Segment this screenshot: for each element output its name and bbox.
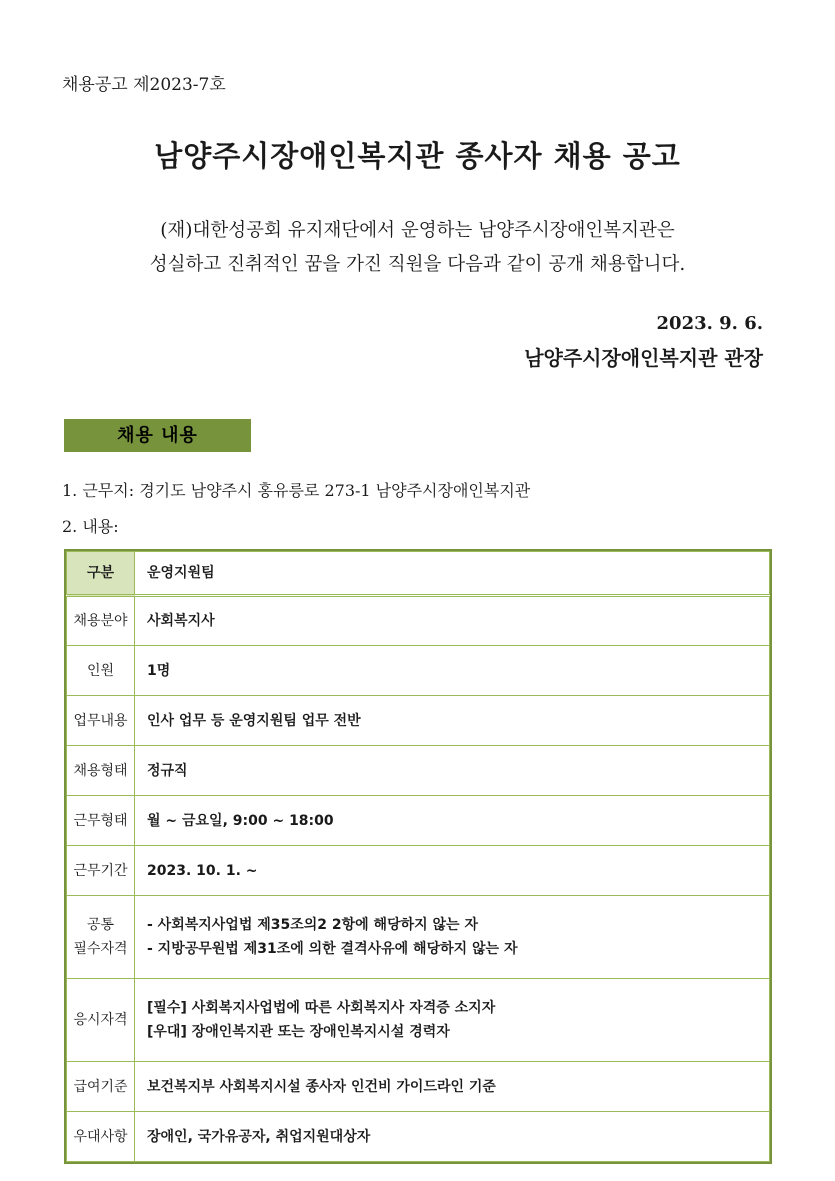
table-value-line: - 지방공무원법 제31조에 의한 결격사유에 해당하지 않는 자 — [147, 941, 518, 957]
table-value: 사회복지사 — [135, 596, 770, 646]
table-label: 채용형태 — [67, 746, 135, 796]
table-value: 2023. 10. 1. ~ — [135, 846, 770, 896]
table-row — [67, 896, 770, 979]
signer: 남양주시장애인복지관 관장 — [524, 346, 763, 370]
table-value — [135, 896, 770, 979]
table-label: 응시자격 — [67, 979, 135, 1062]
intro-line-2: 성실하고 진취적인 꿈을 가진 직원을 다음과 같이 공개 채용합니다. — [149, 254, 686, 275]
work-location-item: 1. 근무지: 경기도 남양주시 홍유릉로 273-1 남양주시장애인복지관 — [62, 481, 531, 500]
table-value: 운영지원팀 — [135, 552, 770, 596]
table-value: 1명 — [135, 646, 770, 696]
recruitment-table — [64, 549, 772, 1164]
notice-date: 2023. 9. 6. — [656, 313, 763, 334]
notice-number: 채용공고 제2023-7호 — [62, 75, 226, 95]
table-row — [67, 552, 770, 596]
table-label: 인원 — [67, 646, 135, 696]
table-value: 장애인, 국가유공자, 취업지원대상자 — [135, 1112, 770, 1162]
table-label: 근무기간 — [67, 846, 135, 896]
table-value: 월 ~ 금요일, 9:00 ~ 18:00 — [135, 796, 770, 846]
table-label: 구분 — [67, 552, 135, 596]
table-row — [67, 1062, 770, 1112]
table-label: 근무형태 — [67, 796, 135, 846]
table-value — [135, 979, 770, 1062]
table-value-line: [우대] 장애인복지관 또는 장애인복지시설 경력자 — [147, 1024, 450, 1040]
table-row — [67, 746, 770, 796]
table-value: 인사 업무 등 운영지원팀 업무 전반 — [135, 696, 770, 746]
table-row — [67, 846, 770, 896]
table-label-line: 공통 — [86, 917, 115, 933]
table-row — [67, 646, 770, 696]
intro-paragraph — [0, 214, 835, 282]
table-value: 보건복지부 사회복지시설 종사자 인건비 가이드라인 기준 — [135, 1062, 770, 1112]
content-item: 2. 내용: — [62, 517, 119, 536]
table-label: 우대사항 — [67, 1112, 135, 1162]
table-row — [67, 1112, 770, 1162]
section-header-recruitment: 채용 내용 — [64, 419, 251, 452]
table-row — [67, 979, 770, 1062]
table-value-line: - 사회복지사업법 제35조의2 2항에 해당하지 않는 자 — [147, 917, 478, 933]
page-title: 남양주시장애인복지관 종사자 채용 공고 — [154, 139, 681, 173]
table-row — [67, 596, 770, 646]
table-value-line: [필수] 사회복지사업법에 따른 사회복지사 자격증 소지자 — [147, 1000, 496, 1016]
table-label-line: 필수자격 — [73, 941, 128, 957]
table-label — [67, 896, 135, 979]
table-row — [67, 696, 770, 746]
intro-line-1: (재)대한성공회 유지재단에서 운영하는 남양주시장애인복지관은 — [160, 220, 675, 241]
table-row — [67, 796, 770, 846]
table-label: 채용분야 — [67, 596, 135, 646]
table-value: 정규직 — [135, 746, 770, 796]
table-label: 급여기준 — [67, 1062, 135, 1112]
table-label: 업무내용 — [67, 696, 135, 746]
